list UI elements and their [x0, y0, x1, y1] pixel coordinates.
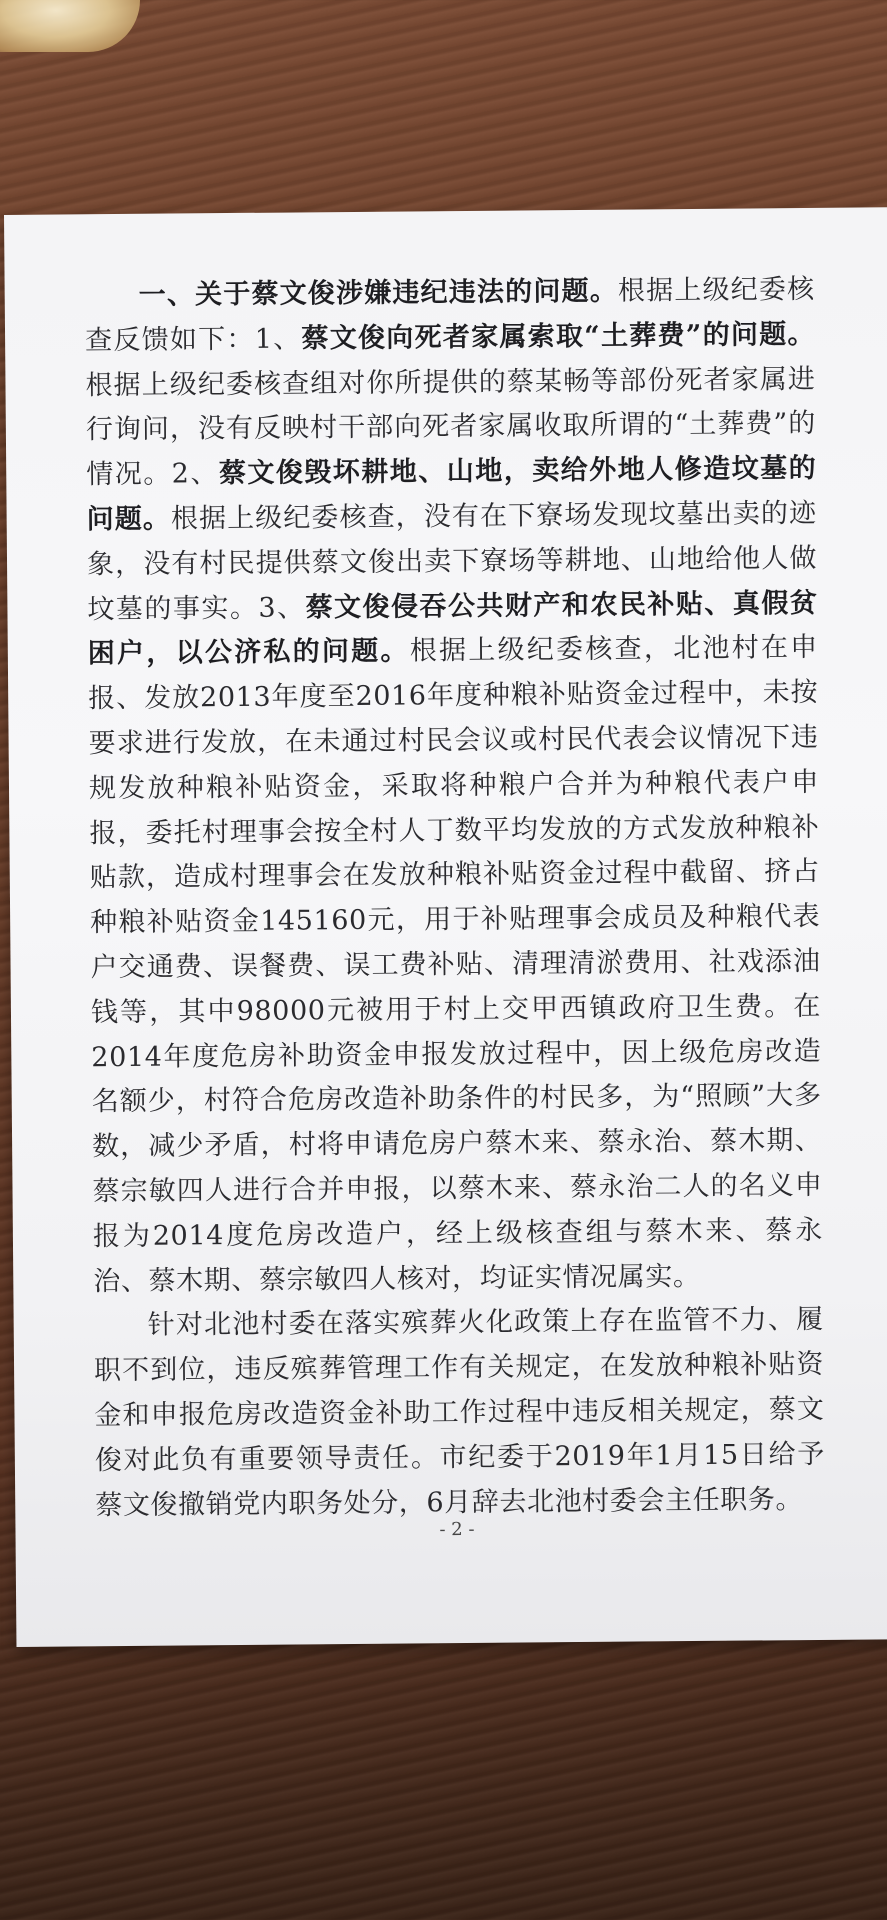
text-segment: 根据上级纪委核查组对你所提供的蔡某畅等部份死者家属进行询问，没有反映村干部向死者家属收取所谓的“土葬费”的情况。2、: [85, 363, 816, 491]
document-page: [4, 207, 887, 1647]
paragraph-findings: [85, 268, 824, 1305]
text-segment: 根据上级纪委核查反馈如下：1、: [84, 273, 815, 357]
glass-bowl-corner: [0, 0, 140, 52]
heading-section-one: 一、关于蔡文俊涉嫌违纪违法的问题。: [138, 275, 619, 311]
issue-title-3: 蔡文俊侵吞公共财产和农民补贴、真假贫困户，以公济私的问题。: [87, 587, 818, 670]
issue-title-1: 蔡文俊向死者家属索取“土葬费”的问题。: [301, 318, 816, 355]
text-segment: 根据上级纪委核查，北池村在申报、发放2013年度至2016年度种粮补贴资金过程中，未按要求进行发放，在未通过村民会议或村民代表会议情况下违规发放种粮补贴资金，采取将种粮户合并为种粮代表户申报，委托村理事会按全村人丁数平均发放的方式发放种粮补贴款，造成村理事会在发放种粮补贴资金过程中截留、挤占种粮补贴资金145160元，用于补贴理事会成员及种粮代表户交通费、误餐费、误工费补贴、清理清淤费用、社戏添油钱等，其中98000元被用于村上交甲西镇政府卫生费。在2014年度危房补助资金申报发放过程中，因上级危房改造名额少，村符合危房改造补助条件的村民多，为“照顾”大多数，减少矛盾，村将申请危房户蔡木来、蔡永治、蔡木期、蔡宗敏四人进行合并申报，以蔡木来、蔡永治二人的名义申报为2014度危房改造户，经上级核查组与蔡木来、蔡永治、蔡木期、蔡宗敏四人核对，均证实情况属实。: [88, 632, 824, 1297]
issue-title-2: 蔡文俊毁坏耕地、山地，卖给外地人修造坟墓的问题。: [86, 453, 817, 536]
paragraph-conclusion: 针对北池村委在落实殡葬火化政策上存在监管不力、履职不到位，违反殡葬管理工作有关规定，在发放种粮补贴资金和申报危房改造资金补助工作过程中违反相关规定，蔡文俊对此负有重要领导责任。市纪委于2019年1月15日给予蔡文俊撤销党内职务处分，6月辞去北池村委会主任职务。: [93, 1304, 825, 1521]
page-number: - 2 -: [439, 1518, 475, 1541]
document-body: [85, 268, 826, 1529]
text-segment: 根据上级纪委核查，没有在下寮场发现坟墓出卖的迹象，没有村民提供蔡文俊出卖下寮场等耕地、山地给他人做坟墓的事实。3、: [86, 497, 818, 625]
